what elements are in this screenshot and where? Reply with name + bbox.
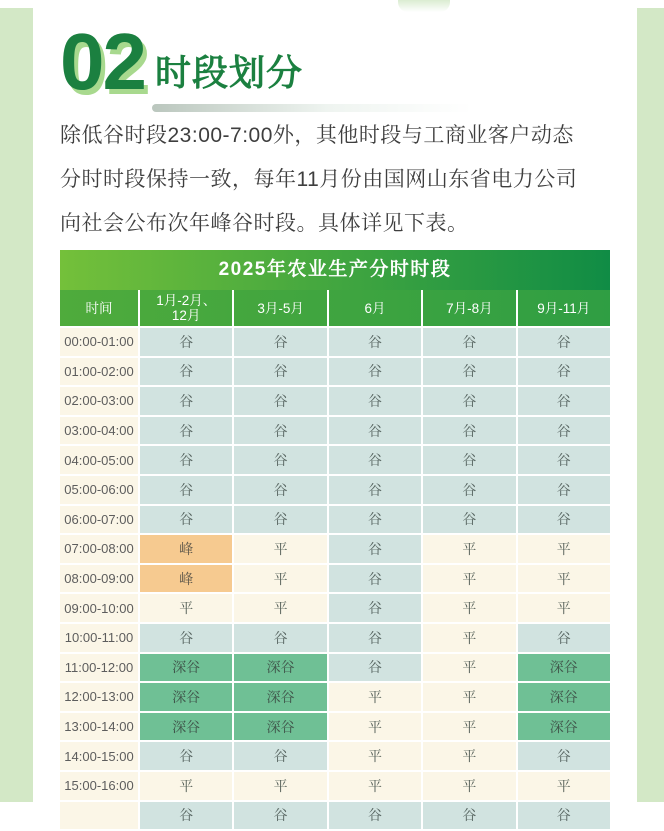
period-cell: 谷: [423, 358, 515, 386]
period-cell: 谷: [423, 328, 515, 356]
table-row: [60, 594, 610, 622]
period-cell: 平: [234, 772, 326, 800]
period-cell: 深谷: [140, 654, 232, 682]
period-cell: 平: [234, 535, 326, 563]
period-cell: 谷: [423, 802, 515, 830]
period-cell: 谷: [234, 387, 326, 415]
period-cell: 平: [423, 772, 515, 800]
top-decoration: [398, 0, 450, 12]
period-cell: 谷: [423, 476, 515, 504]
period-cell: 谷: [518, 476, 610, 504]
period-cell: 谷: [329, 565, 421, 593]
period-cell: 谷: [423, 417, 515, 445]
table-row: [60, 328, 610, 356]
column-header-time: 时间: [85, 300, 113, 316]
period-cell: 谷: [140, 446, 232, 474]
period-cell: 平: [423, 624, 515, 652]
period-cell: 谷: [140, 358, 232, 386]
period-cell: 平: [423, 594, 515, 622]
period-cell: 谷: [329, 654, 421, 682]
period-cell: 谷: [518, 417, 610, 445]
period-cell: 谷: [140, 742, 232, 770]
period-cell: 谷: [329, 506, 421, 534]
column-header-month: 6月: [327, 290, 421, 326]
period-cell: 谷: [140, 802, 232, 830]
period-cell: 平: [329, 742, 421, 770]
period-cell: 平: [518, 594, 610, 622]
period-cell: 谷: [140, 624, 232, 652]
time-cell: 00:00-01:00: [60, 328, 138, 356]
period-cell: 谷: [518, 624, 610, 652]
column-header-month: 7月-8月: [421, 290, 515, 326]
intro-line: 分时时段保持一致，每年11月份由国网山东省电力公司: [60, 168, 578, 191]
period-cell: 平: [423, 535, 515, 563]
period-cell: 峰: [140, 565, 232, 593]
period-cell: 平: [518, 565, 610, 593]
period-cell: 平: [423, 565, 515, 593]
period-cell: 深谷: [140, 683, 232, 711]
time-cell: 02:00-03:00: [60, 387, 138, 415]
time-cell: 12:00-13:00: [60, 683, 138, 711]
table-row: [60, 683, 610, 711]
period-cell: 深谷: [234, 683, 326, 711]
time-cell: 07:00-08:00: [60, 535, 138, 563]
period-cell: 谷: [140, 328, 232, 356]
period-cell: 谷: [140, 506, 232, 534]
time-cell: 08:00-09:00: [60, 565, 138, 593]
table-row: [60, 535, 610, 563]
period-cell: 平: [140, 594, 232, 622]
period-cell: 谷: [329, 624, 421, 652]
period-cell: 谷: [329, 535, 421, 563]
time-cell: 14:00-15:00: [60, 742, 138, 770]
table-row: [60, 446, 610, 474]
time-cell: 01:00-02:00: [60, 358, 138, 386]
period-cell: 平: [518, 772, 610, 800]
column-header-month: 1月-2月、 12月: [138, 290, 232, 326]
period-cell: 平: [140, 772, 232, 800]
period-cell: 峰: [140, 535, 232, 563]
period-cell: 深谷: [140, 713, 232, 741]
period-cell: 平: [234, 594, 326, 622]
section-header: [60, 17, 612, 106]
table-row: [60, 476, 610, 504]
period-cell: 谷: [423, 506, 515, 534]
period-cell: 平: [423, 713, 515, 741]
title-underline-swoosh: [152, 104, 472, 112]
table-row: [60, 802, 610, 830]
period-cell: 平: [329, 713, 421, 741]
time-cell: 10:00-11:00: [60, 624, 138, 652]
time-cell: [60, 802, 138, 830]
tou-period-table: [60, 250, 610, 831]
left-margin-strip: [0, 8, 33, 802]
period-cell: 深谷: [234, 654, 326, 682]
period-cell: 谷: [329, 802, 421, 830]
period-cell: 谷: [234, 417, 326, 445]
table-header-row: [60, 290, 610, 326]
period-cell: 谷: [234, 328, 326, 356]
time-cell: 15:00-16:00: [60, 772, 138, 800]
period-cell: 平: [329, 683, 421, 711]
period-cell: 深谷: [518, 683, 610, 711]
time-cell: 04:00-05:00: [60, 446, 138, 474]
time-cell: 13:00-14:00: [60, 713, 138, 741]
right-margin-strip: [637, 8, 664, 802]
period-cell: 谷: [329, 358, 421, 386]
period-cell: 谷: [329, 328, 421, 356]
period-cell: 谷: [518, 446, 610, 474]
period-cell: 谷: [518, 328, 610, 356]
table-row: [60, 506, 610, 534]
period-cell: 平: [234, 565, 326, 593]
period-cell: 深谷: [518, 713, 610, 741]
period-cell: 深谷: [234, 713, 326, 741]
table-row: [60, 565, 610, 593]
table-row: [60, 387, 610, 415]
period-cell: 谷: [423, 446, 515, 474]
time-cell: 09:00-10:00: [60, 594, 138, 622]
intro-paragraph: [60, 114, 616, 246]
period-cell: 谷: [234, 476, 326, 504]
table-row: [60, 742, 610, 770]
period-cell: 谷: [423, 387, 515, 415]
section-number: 02: [60, 17, 145, 106]
table-row: [60, 654, 610, 682]
time-cell: 05:00-06:00: [60, 476, 138, 504]
table-row: [60, 713, 610, 741]
table-title: 2025年农业生产分时时段: [60, 250, 610, 290]
table-row: [60, 624, 610, 652]
period-cell: 谷: [234, 506, 326, 534]
period-cell: 谷: [140, 387, 232, 415]
time-cell: 06:00-07:00: [60, 506, 138, 534]
period-cell: 平: [423, 654, 515, 682]
period-cell: 平: [329, 772, 421, 800]
table-row: [60, 772, 610, 800]
period-cell: 平: [518, 535, 610, 563]
time-cell: 03:00-04:00: [60, 417, 138, 445]
table-row: [60, 417, 610, 445]
period-cell: 谷: [234, 742, 326, 770]
period-cell: 谷: [329, 476, 421, 504]
period-cell: 谷: [234, 446, 326, 474]
period-cell: 谷: [140, 476, 232, 504]
section-title: 时段划分: [154, 52, 303, 93]
period-cell: 谷: [329, 594, 421, 622]
intro-line: 向社会公布次年峰谷时段。具体详见下表。: [60, 212, 469, 235]
table-row: [60, 358, 610, 386]
period-cell: 平: [423, 683, 515, 711]
period-cell: 谷: [140, 417, 232, 445]
period-cell: 谷: [518, 802, 610, 830]
period-cell: 谷: [329, 417, 421, 445]
table-body: [60, 328, 610, 829]
period-cell: 谷: [518, 358, 610, 386]
period-cell: 谷: [234, 802, 326, 830]
time-cell: 11:00-12:00: [60, 654, 138, 682]
column-header-month: 9月-11月: [516, 290, 610, 326]
period-cell: 谷: [329, 387, 421, 415]
column-header-month: 3月-5月: [232, 290, 326, 326]
period-cell: 深谷: [518, 654, 610, 682]
intro-line: 除低谷时段23:00-7:00外，其他时段与工商业客户动态: [60, 124, 574, 147]
period-cell: 谷: [518, 387, 610, 415]
period-cell: 平: [423, 742, 515, 770]
period-cell: 谷: [518, 742, 610, 770]
period-cell: 谷: [234, 624, 326, 652]
period-cell: 谷: [518, 506, 610, 534]
period-cell: 谷: [234, 358, 326, 386]
period-cell: 谷: [329, 446, 421, 474]
